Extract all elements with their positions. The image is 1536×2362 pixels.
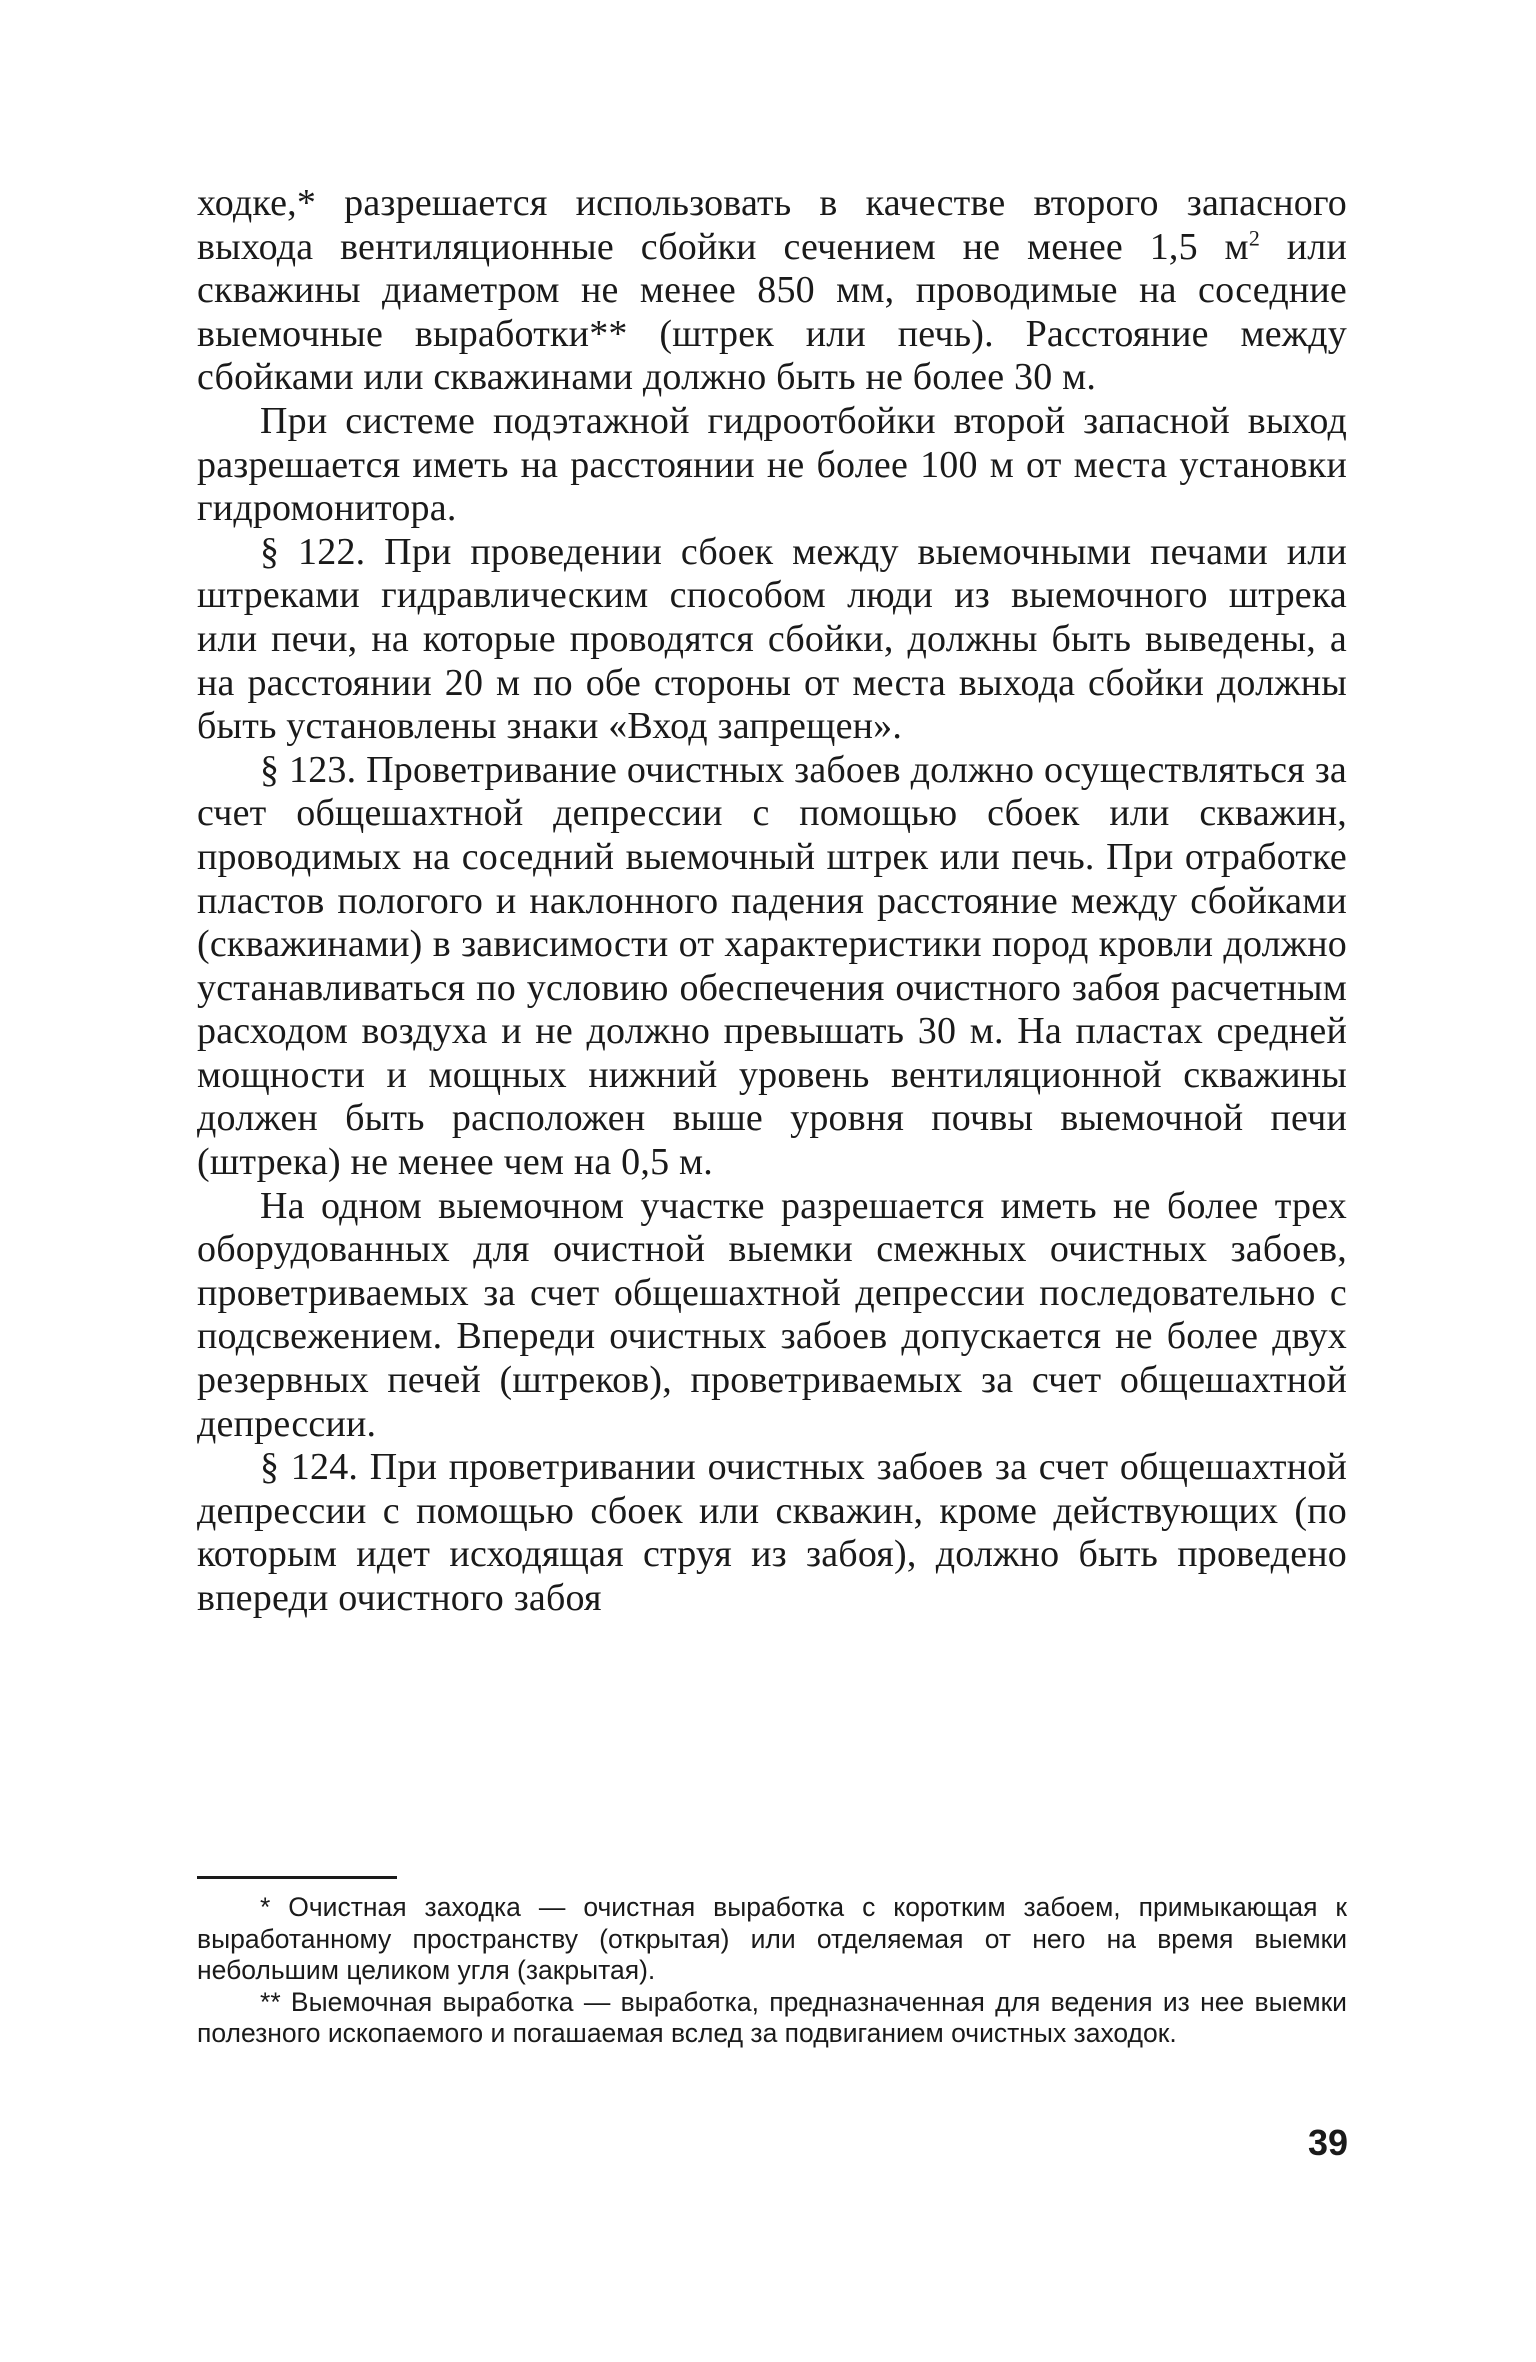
paragraph-text-part: или скважины диаметром не менее 850 мм, проводимые на соседние выемочные выработки** (штрек или печь). Расстояние между сбойками или скважинами должно быть не более 30 м. bbox=[197, 225, 1348, 399]
main-text bbox=[197, 182, 1347, 1621]
superscript-two: 2 bbox=[1248, 224, 1261, 250]
paragraph-section-124: § 124. При проветривании очистных забоев за счет общешахтной депрессии с помощью сбоек или скважин, кроме действующих (по которым идет исходящая струя из забоя), должно быть проведено впереди очистного забоя bbox=[197, 1446, 1347, 1619]
footnote-1: * Очистная заходка — очистная выработка с коротким забоем, примыкающая к выработанному пространству (открытая) или отделяемая от него на время выемки небольшим целиком угля (закрытая). bbox=[197, 1892, 1347, 1985]
footnotes bbox=[197, 1892, 1347, 2050]
footnote-2: ** Выемочная выработка — выработка, предназначенная для ведения из нее выемки полезного ископаемого и погашаемая вслед за подвиганием очистных заходок. bbox=[197, 1986, 1347, 2048]
paragraph-text-part: ходке,* разрешается использовать в качестве второго запасного выхода вентиляционные сбойки сечением не менее 1,5 м bbox=[197, 182, 1347, 268]
paragraph-extraction-area: На одном выемочном участке разрешается иметь не более трех оборудованных для очистной выемки смежных очистных забоев, проветриваемых за счет общешахтной депрессии последовательно с подсвежением. Впереди очистных забоев допускается не более двух резервных печей (штреков), проветриваемых за счет общешахтной депрессии. bbox=[197, 1184, 1347, 1445]
paragraph-section-123: § 123. Проветривание очистных забоев должно осуществляться за счет общешахтной депрессии с помощью сбоек или скважин, проводимых на соседний выемочный штрек или печь. При отработке пластов пологого и наклонного падения расстояние между сбойками (скважинами) в зависимости от характеристики пород кровли должно устанавливаться по условию обеспечения очистного забоя расчетным расходом воздуха и не должно превышать 30 м. На пластах средней мощности и мощных нижний уровень вентиляционной скважины должен быть расположен выше уровня почвы выемочной печи (штрека) не менее чем на 0,5 м. bbox=[197, 748, 1347, 1184]
paragraph-section-122: § 122. При проведении сбоек между выемочными печами или штреками гидравлическим способом люди из выемочного штрека или печи, на которые проводятся сбойки, должны быть выведены, а на расстоянии 20 м по обе стороны от места выхода сбойки должны быть установлены знаки «Вход запрещен». bbox=[197, 530, 1347, 748]
page-number: 39 bbox=[1308, 2122, 1349, 2163]
footnote-divider bbox=[197, 1876, 397, 1879]
paragraph-hydro-breaking: При системе подэтажной гидроотбойки второй запасной выход разрешается иметь на расстоянии не более 100 м от места установки гидромонитора. bbox=[197, 399, 1347, 530]
paragraph-continuation bbox=[197, 182, 1347, 400]
